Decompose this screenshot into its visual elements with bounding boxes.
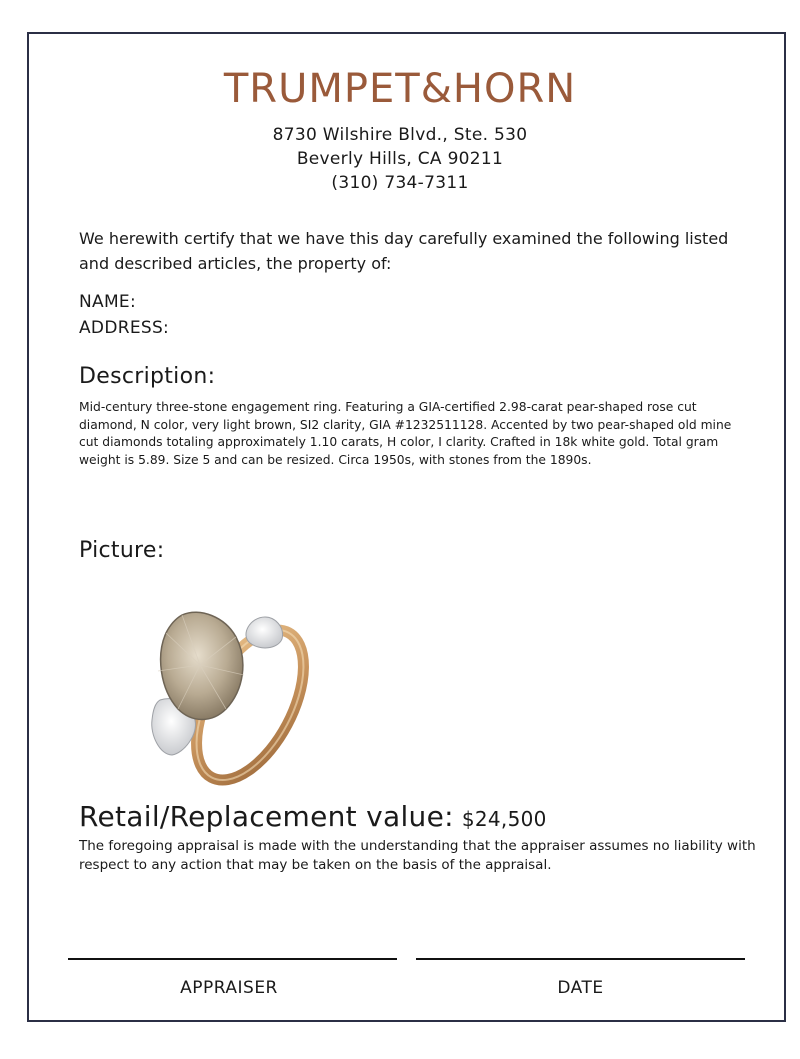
certification-text: We herewith certify that we have this day carefully examined the following listed and described articles, the property of:	[79, 229, 729, 273]
ring-photo	[140, 605, 320, 795]
phone-number: (310) 734-7311	[331, 173, 469, 193]
appraiser-label: APPRAISER	[180, 978, 278, 998]
picture-heading: Picture:	[79, 538, 165, 563]
value-row	[79, 800, 547, 833]
disclaimer-text: The foregoing appraisal is made with the understanding that the appraiser assumes no liability with respect to any action that may be taken on the basis of the appraisal.	[79, 838, 756, 873]
appraiser-signature-line	[68, 958, 397, 960]
address-field-label: ADDRESS:	[79, 318, 170, 338]
value-amount: $24,500	[461, 807, 547, 831]
description-heading: Description:	[79, 364, 216, 389]
date-signature-line	[416, 958, 745, 960]
value-label: Retail/Replacement value:	[79, 800, 454, 833]
name-field-label: NAME:	[79, 292, 136, 312]
address-line-1: 8730 Wilshire Blvd., Ste. 530	[272, 125, 528, 145]
date-label: DATE	[557, 978, 604, 998]
address-line-2: Beverly Hills, CA 90211	[296, 149, 504, 169]
description-text: Mid-century three-stone engagement ring. Featuring a GIA-certified 2.98-carat pear-shaped rose cut diamond, N color, very light brown, SI2 clarity, GIA #1232511128. Accented by two pear-shaped old mine cut diamonds totaling approximately 1.10 carats, H color, I clarity. Crafted in 18k white gold. Total gram weight is 5.89. Size 5 and can be resized. Circa 1950s, with stones from the 1890s.	[79, 400, 732, 467]
brand-logo: TRUMPET&HORN	[223, 66, 577, 112]
